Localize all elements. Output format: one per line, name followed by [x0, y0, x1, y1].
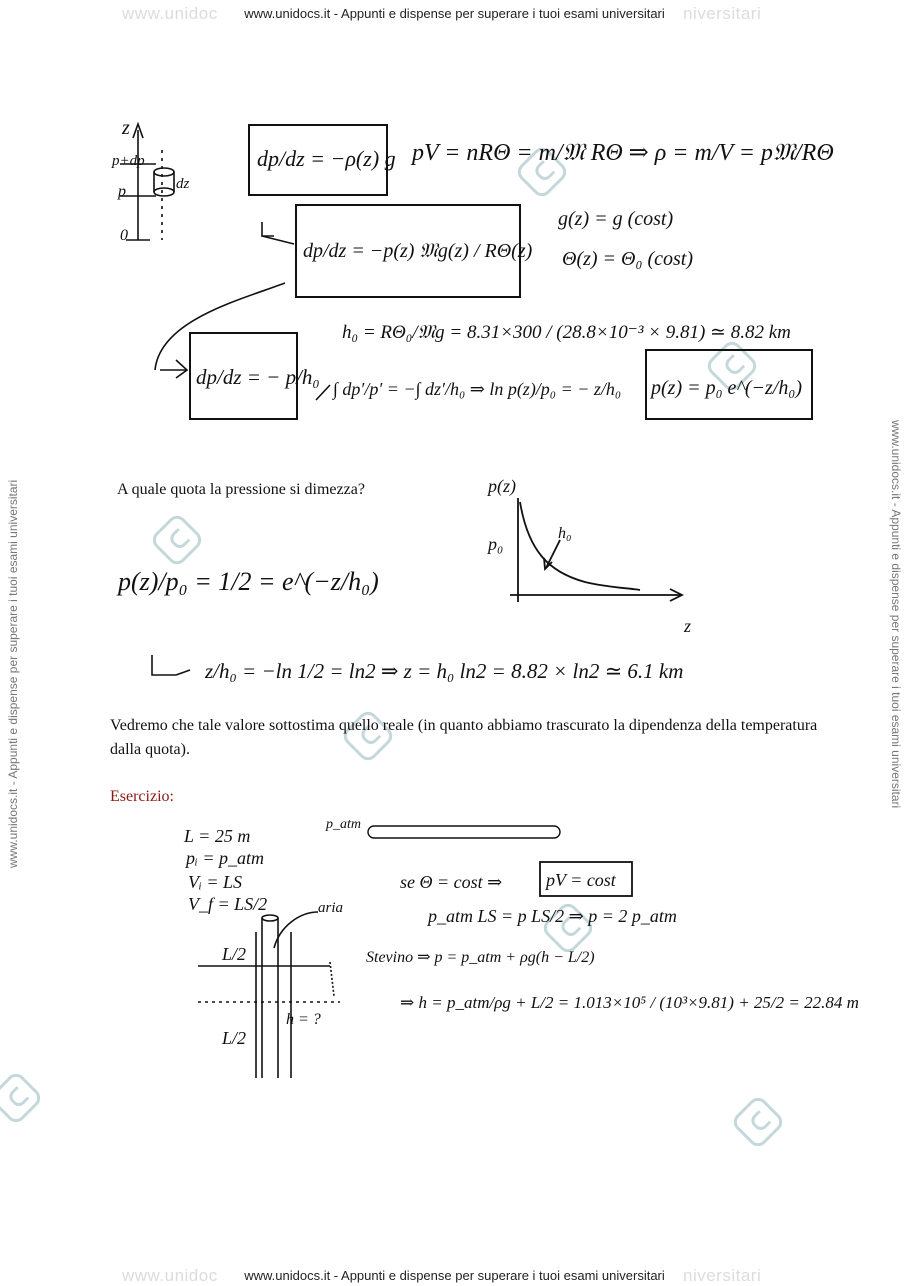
equation-integral: ∫ dp′/p′ = −∫ dz′/h₀ ⇒ ln p(z)/p₀ = − z/h₀ — [333, 379, 622, 399]
ghost-watermark-bottom-right: niversitari — [683, 1266, 762, 1285]
equation-barometric-result: p(z) = p₀ e^(−z/h₀) — [651, 377, 802, 399]
graph-p0-label: p₀ — [488, 534, 504, 554]
equation-boyle: pV = cost — [546, 870, 616, 890]
label-unknown-depth: h = ? — [286, 1011, 321, 1028]
equation-depth-result: ⇒ h = p_atm/ρg + L/2 = 1.013×10⁵ / (10³×9.81) + 25/2 = 22.84 m — [400, 993, 859, 1012]
equation-half-height-solution: z/h₀ = −ln 1/2 = ln2 ⇒ z = h₀ ln2 = 8.82 × ln2 ≃ 6.1 km — [205, 659, 684, 683]
equation-isothermal: se Θ = cost ⇒ — [400, 872, 503, 892]
ghost-watermark-bottom-left: www.unidoc — [122, 1266, 218, 1285]
label-zero: 0 — [120, 227, 128, 244]
graph-y-label: p(z) — [488, 476, 516, 496]
equation-density-substituted: dp/dz = −p(z) 𝔐g(z) / RΘ(z) — [303, 240, 533, 262]
label-p-plus-dp: p+dp — [112, 153, 145, 169]
unidocs-logo-icon — [730, 1094, 787, 1151]
equation-theta-constant: Θ(z) = Θ₀ (cost) — [562, 248, 693, 270]
exercise-title: Esercizio: — [110, 788, 174, 805]
label-half-length-top: L/2 — [222, 944, 247, 964]
given-initial-volume: Vᵢ = LS — [188, 872, 242, 892]
side-watermark-right: www.unidocs.it - Appunti e dispense per superare i tuoi esami universitari — [889, 420, 903, 809]
given-length: L = 25 m — [184, 826, 251, 846]
label-dz: dz — [176, 176, 190, 192]
given-initial-pressure: pᵢ = p_atm — [186, 848, 264, 868]
equation-scale-height: h₀ = RΘ₀/𝔐g = 8.31×300 / (28.8×10⁻³ × 9.81) ≃ 8.82 km — [342, 322, 791, 343]
label-p: p — [118, 183, 126, 200]
equation-exponential-ode: dp/dz = − p/h₀ — [196, 365, 320, 389]
axis-z-label: z — [122, 117, 130, 139]
half-pressure-derivation — [0, 450, 909, 710]
ghost-watermark-right: niversitari — [683, 4, 762, 23]
page-header: www.unidocs.it - Appunti e dispense per superare i tuoi esami universitari — [244, 6, 665, 21]
label-half-length-bottom: L/2 — [222, 1028, 247, 1048]
label-air: aria — [318, 900, 344, 916]
exercise-derivation — [0, 800, 909, 1100]
equation-gas-law: pV = nRΘ = m/𝔐 RΘ ⇒ ρ = m/V = p𝔐/RΘ — [412, 140, 834, 166]
paragraph-underestimate: Vedremo che tale valore sottostima quello reale (in quanto abbiamo trascurato la dipendenza della temperatura dalla quota). — [110, 717, 818, 758]
ghost-watermark-left: www.unidoc — [122, 4, 218, 23]
equation-g-constant: g(z) = g (cost) — [558, 208, 674, 230]
graph-h0-label: h₀ — [558, 525, 572, 542]
equation-stevin: Stevino ⇒ p = p_atm + ρg(h − L/2) — [366, 949, 595, 966]
side-watermark-left: www.unidocs.it - Appunti e dispense per superare i tuoi esami universitari — [6, 479, 20, 868]
graph-x-label: z — [684, 616, 692, 636]
question-half-pressure: A quale quota la pressione si dimezza? — [117, 481, 365, 498]
given-final-volume: V_f = LS/2 — [188, 894, 268, 914]
equation-half-pressure: p(z)/p₀ = 1/2 = e^(−z/h₀) — [118, 567, 379, 596]
equation-compression: p_atm LS = p LS/2 ⇒ p = 2 p_atm — [428, 906, 677, 926]
page-footer: www.unidocs.it - Appunti e dispense per superare i tuoi esami universitari — [244, 1268, 665, 1283]
label-atmospheric: p_atm — [326, 817, 361, 832]
equation-hydrostatic: dp/dz = −ρ(z) g — [257, 146, 396, 171]
barometric-derivation — [0, 0, 909, 450]
